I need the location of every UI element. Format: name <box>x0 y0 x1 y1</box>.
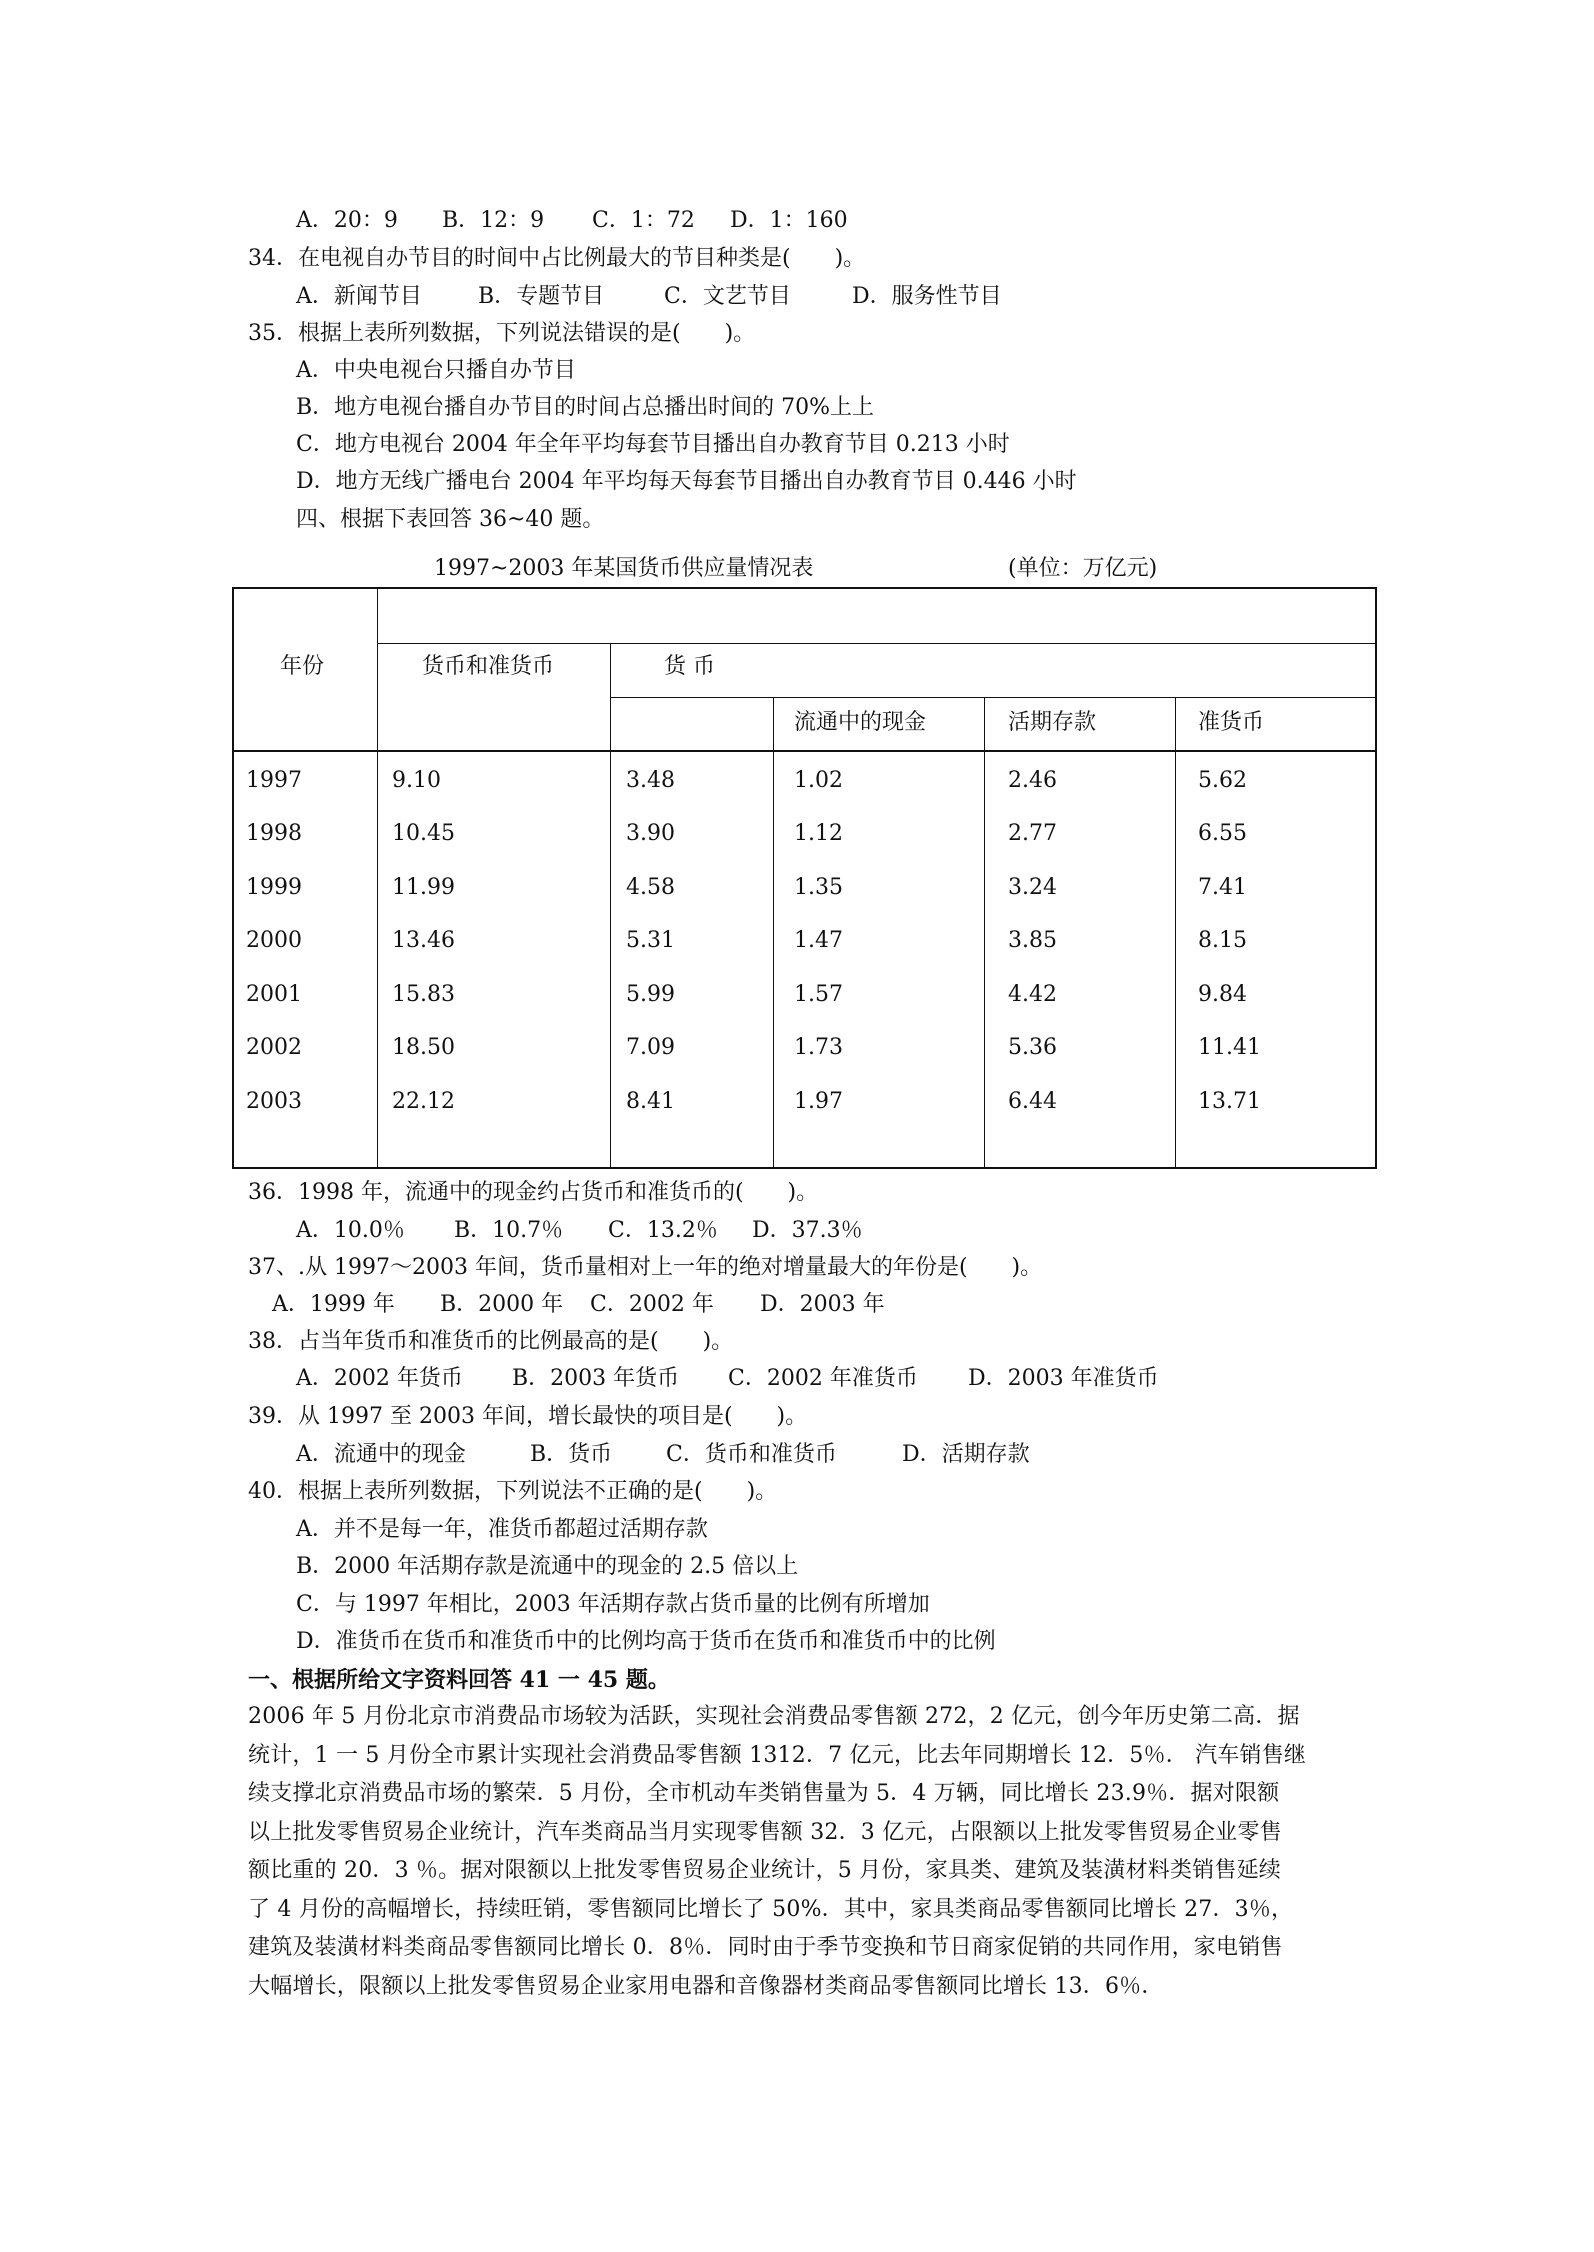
q34-option-d: D．服务性节目 <box>852 284 1002 309</box>
cell-demand: 3.85 <box>1008 928 1057 953</box>
q36-option-d: D．37.3％ <box>752 1218 863 1243</box>
cell-cash: 1.97 <box>794 1089 843 1114</box>
cell-demand: 2.46 <box>1008 768 1057 793</box>
q37-question: 37、.从 1997～2003 年间，货币量相对上一年的绝对增量最大的年份是( )。 <box>248 1255 1043 1280</box>
q34-question: 34．在电视自办节目的时间中占比例最大的节目种类是( )。 <box>248 246 866 271</box>
table-border-left <box>232 587 234 1169</box>
q39-option-c: C．货币和准货币 <box>666 1442 837 1467</box>
q40-option-b: B．2000 年活期存款是流通中的现金的 2.5 倍以上 <box>296 1554 799 1579</box>
table-col-rule-4 <box>984 697 985 1169</box>
cell-m1: 3.48 <box>626 768 675 793</box>
q40-option-d: D．准货币在货币和准货币中的比例均高于货币在货币和准货币中的比例 <box>296 1629 996 1654</box>
q36-option-a: A．10.0％ <box>296 1218 405 1243</box>
q39-option-a: A．流通中的现金 <box>296 1442 466 1467</box>
q39-option-d: D．活期存款 <box>902 1442 1030 1467</box>
q33-option-c: C．1：72 <box>592 208 695 233</box>
header-m1: 货 币 <box>664 654 715 679</box>
q34-option-a: A．新闻节目 <box>296 284 422 309</box>
section-four-heading: 四、根据下表回答 36~40 题。 <box>296 507 605 532</box>
cell-m2: 18.50 <box>392 1035 455 1060</box>
cell-quasi: 7.41 <box>1198 875 1247 900</box>
table-col-rule-2 <box>610 643 611 1169</box>
cell-year: 1997 <box>246 768 302 793</box>
cell-demand: 5.36 <box>1008 1035 1057 1060</box>
cell-year: 2003 <box>246 1089 302 1114</box>
passage-line: 额比重的 20．3 ％。据对限额以上批发零售贸易企业统计，5 月份，家具类、建筑及装潢材料类销售延续 <box>248 1858 1281 1883</box>
q38-option-d: D．2003 年准货币 <box>968 1366 1159 1391</box>
cell-quasi: 5.62 <box>1198 768 1247 793</box>
money-supply-table <box>232 587 1377 1169</box>
table-rule-header-2 <box>610 697 1377 698</box>
cell-demand: 4.42 <box>1008 982 1057 1007</box>
q34-option-b: B．专题节目 <box>478 284 605 309</box>
q39-question: 39．从 1997 至 2003 年间，增长最快的项目是( )。 <box>248 1404 808 1429</box>
q38-option-a: A．2002 年货币 <box>296 1366 463 1391</box>
table-col-rule-3 <box>773 697 774 1169</box>
cell-quasi: 11.41 <box>1198 1035 1261 1060</box>
q35-question: 35．根据上表所列数据，下列说法错误的是( )。 <box>248 321 756 346</box>
passage-line: 了 4 月份的高幅增长，持续旺销，零售额同比增长了 50%．其中，家具类商品零售额同比增长 27．3％， <box>248 1897 1294 1922</box>
table-col-rule-1 <box>377 587 378 1169</box>
cell-year: 1998 <box>246 821 302 846</box>
cell-m1: 4.58 <box>626 875 675 900</box>
header-year: 年份 <box>280 654 325 679</box>
cell-m1: 3.90 <box>626 821 675 846</box>
q36-option-b: B．10.7％ <box>454 1218 564 1243</box>
passage-line: 统计，1 一 5 月份全市累计实现社会消费品零售额 1312．7 亿元，比去年同期增长 12．5％． 汽车销售继 <box>248 1743 1307 1768</box>
q40-option-c: C．与 1997 年相比，2003 年活期存款占货币量的比例有所增加 <box>296 1592 930 1617</box>
cell-m2: 15.83 <box>392 982 455 1007</box>
cell-quasi: 13.71 <box>1198 1089 1261 1114</box>
cell-m2: 22.12 <box>392 1089 455 1114</box>
passage-line: 续支撑北京消费品市场的繁荣．5 月份，全市机动车类销售量为 5．4 万辆，同比增长 23.9％．据对限额 <box>248 1781 1280 1806</box>
q37-option-c: C．2002 年 <box>590 1292 714 1317</box>
cell-cash: 1.02 <box>794 768 843 793</box>
q35-option-d: D．地方无线广播电台 2004 年平均每天每套节目播出自办教育节目 0.446 小时 <box>296 469 1077 494</box>
header-cash: 流通中的现金 <box>794 710 927 735</box>
q36-option-c: C．13.2％ <box>608 1218 718 1243</box>
cell-quasi: 9.84 <box>1198 982 1247 1007</box>
q33-option-d: D．1：160 <box>730 208 848 233</box>
cell-m1: 7.09 <box>626 1035 675 1060</box>
passage-line: 以上批发零售贸易企业统计，汽车类商品当月实现零售额 32．3 亿元，占限额以上批发零售贸易企业零售 <box>248 1820 1282 1845</box>
q39-option-b: B．货币 <box>530 1442 613 1467</box>
cell-quasi: 6.55 <box>1198 821 1247 846</box>
q38-option-b: B．2003 年货币 <box>512 1366 680 1391</box>
cell-year: 2002 <box>246 1035 302 1060</box>
table-rule-header-1 <box>377 643 1377 644</box>
section-one-heading: 一、根据所给文字资料回答 41 一 45 题。 <box>248 1667 670 1693</box>
q36-question: 36．1998 年，流通中的现金约占货币和准货币的( )。 <box>248 1180 819 1205</box>
cell-demand: 6.44 <box>1008 1089 1057 1114</box>
cell-m2: 10.45 <box>392 821 455 846</box>
cell-demand: 2.77 <box>1008 821 1057 846</box>
q37-option-d: D．2003 年 <box>760 1292 885 1317</box>
table-title: 1997~2003 年某国货币供应量情况表 <box>434 556 814 581</box>
q40-question: 40．根据上表所列数据，下列说法不正确的是( )。 <box>248 1479 778 1504</box>
cell-cash: 1.12 <box>794 821 843 846</box>
cell-cash: 1.57 <box>794 982 843 1007</box>
header-demand: 活期存款 <box>1008 710 1097 735</box>
table-border-top <box>232 587 1377 589</box>
cell-m1: 5.99 <box>626 982 675 1007</box>
cell-cash: 1.73 <box>794 1035 843 1060</box>
cell-year: 2001 <box>246 982 302 1007</box>
q38-option-c: C．2002 年准货币 <box>728 1366 918 1391</box>
cell-demand: 3.24 <box>1008 875 1057 900</box>
cell-year: 2000 <box>246 928 302 953</box>
cell-m1: 5.31 <box>626 928 675 953</box>
q33-option-a: A．20：9 <box>296 208 398 233</box>
q35-option-c: C．地方电视台 2004 年全年平均每套节目播出自办教育节目 0.213 小时 <box>296 432 1010 457</box>
q38-question: 38．占当年货币和准货币的比例最高的是( )。 <box>248 1329 734 1354</box>
cell-year: 1999 <box>246 875 302 900</box>
q37-option-b: B．2000 年 <box>440 1292 564 1317</box>
cell-cash: 1.35 <box>794 875 843 900</box>
cell-m1: 8.41 <box>626 1089 675 1114</box>
table-border-bottom <box>232 1167 1377 1169</box>
cell-cash: 1.47 <box>794 928 843 953</box>
q33-option-b: B．12：9 <box>442 208 545 233</box>
cell-m2: 11.99 <box>392 875 455 900</box>
q40-option-a: A．并不是每一年，准货币都超过活期存款 <box>296 1517 708 1542</box>
passage-line: 2006 年 5 月份北京市消费品市场较为活跃，实现社会消费品零售额 272，2 亿元，创今年历史第二高．据 <box>248 1704 1300 1729</box>
cell-m2: 13.46 <box>392 928 455 953</box>
table-border-right <box>1375 587 1377 1169</box>
table-rule-header-bottom <box>232 750 1377 752</box>
table-unit: (单位：万亿元) <box>1008 556 1158 581</box>
q34-option-c: C．文艺节目 <box>664 284 791 309</box>
passage-line: 大幅增长，限额以上批发零售贸易企业家用电器和音像器材类商品零售额同比增长 13．6％． <box>248 1974 1164 1999</box>
q35-option-b: B．地方电视台播自办节目的时间占总播出时间的 70%上上 <box>296 395 875 420</box>
cell-m2: 9.10 <box>392 768 441 793</box>
table-col-rule-5 <box>1175 697 1176 1169</box>
q37-option-a: A．1999 年 <box>272 1292 395 1317</box>
header-m2: 货币和准货币 <box>422 654 555 679</box>
q35-option-a: A．中央电视台只播自办节目 <box>296 358 576 383</box>
passage-line: 建筑及装潢材料类商品零售额同比增长 0．8％．同时由于季节变换和节日商家促销的共同作用，家电销售 <box>248 1935 1283 1960</box>
header-quasi: 准货币 <box>1198 710 1265 735</box>
cell-quasi: 8.15 <box>1198 928 1247 953</box>
